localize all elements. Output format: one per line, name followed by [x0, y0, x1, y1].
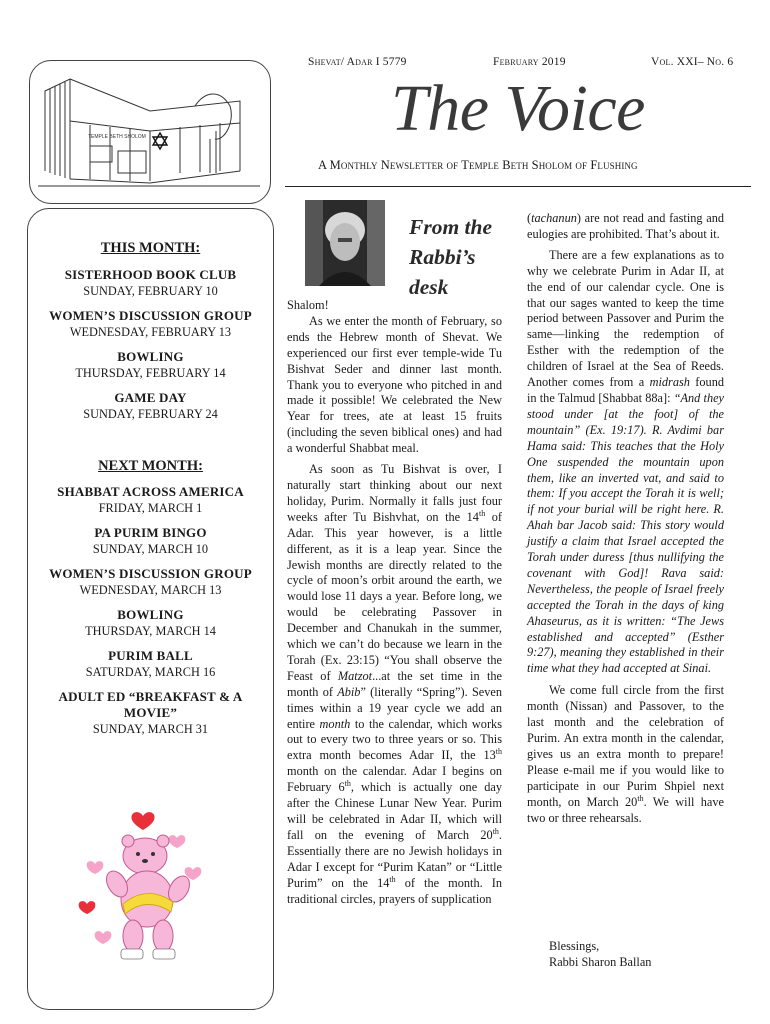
event-date: WEDNESDAY, MARCH 13 — [79, 583, 222, 597]
closing-block — [549, 938, 651, 970]
article-column-1 — [287, 298, 502, 907]
event-date: SATURDAY, MARCH 16 — [85, 665, 216, 679]
rabbi-photo — [305, 200, 385, 286]
this-month-heading: THIS MONTH: — [100, 240, 201, 256]
header-divider — [285, 186, 751, 187]
temple-building-sketch — [30, 61, 270, 203]
event-name: GAME DAY — [114, 390, 187, 405]
issue-date: February 2019 — [493, 56, 566, 68]
event-name: ADULT ED “BREAKFAST & A MOVIE” — [58, 689, 243, 720]
newsletter-title: The Voice — [391, 72, 645, 145]
article-column-2 — [527, 211, 724, 826]
event-item — [28, 689, 273, 737]
event-name: BOWLING — [117, 607, 184, 622]
article-heading: From the Rabbi’s desk — [409, 215, 493, 300]
event-name: WOMEN’S DISCUSSION GROUP — [49, 566, 252, 581]
event-item — [28, 267, 273, 299]
event-date: FRIDAY, MARCH 1 — [98, 501, 203, 515]
newsletter-subtitle: A Monthly Newsletter of Temple Beth Sholom of Flushing — [318, 158, 638, 172]
event-item — [28, 390, 273, 422]
events-sidebar — [27, 208, 274, 1010]
event-date: THURSDAY, FEBRUARY 14 — [75, 366, 226, 380]
paragraph: We come full circle from the first month (Nissan) and Passover, to the last month and the celebration of Purim. An extra month in the calendar, gives us an extra month to prepare! Please e-mail me if you would like to participate in our Purim Shpiel next month, on March 20th. We will have two or three rehearsals. — [527, 683, 724, 825]
event-date: SUNDAY, MARCH 10 — [92, 542, 209, 556]
paragraph: As soon as Tu Bishvat is over, I naturally start thinking about our next holiday, Purim. Normally it falls just four weeks after Tu Bishvhat, on the 14th of Adar. This year however, is a little different, as it is a leap year. Since the Jewish months are directly related to the cycle of moon’s orbit around the earth, we would lose 11 days a year. Before long, we would be celebrating Passover in December and Chanukah in the summer, which we can’t do because we learn in the Torah (Ex. 23:15) “You shall observe the Feast of Matzot...at the set time in the month of Abib” (literally “Spring”). Seven times within a 19 year cycle we add an entire month to the calendar, which works out to every two to three years or so. This extra month becomes Adar II, the 13th month on the calendar. Adar I begins on February 6th, which is actually one day after the Chinese Lunar New Year. Purim will be celebrated in Adar II, which will fall on the evening of March 20th. Essentially there are no Jewish holidays in Adar I except for “Purim Katan” or “Little Purim” on the 14th of the month. In traditional circles, prayers of supplication — [287, 462, 502, 906]
event-name: PURIM BALL — [108, 648, 193, 663]
event-name: SHABBAT ACROSS AMERICA — [57, 484, 244, 499]
event-name: WOMEN’S DISCUSSION GROUP — [49, 308, 252, 323]
event-name: SISTERHOOD BOOK CLUB — [64, 267, 237, 282]
paragraph: (tachanun) are not read and fasting and eulogies are prohibited. That’s about it. — [527, 211, 724, 241]
event-item — [28, 648, 273, 680]
paragraph: As we enter the month of February, so ends the Hebrew month of Shevat. We experienced our first ever temple-wide Tu Bishvat Seder and dinner last month. Thank you to everyone who pitched in and made it possible! We celebrated the New Year for trees, ate at least 15 fruits (including the seven biblical ones) and had a wonderful Shabbat meal. — [287, 313, 502, 456]
event-date: THURSDAY, MARCH 14 — [85, 624, 216, 638]
closing: Blessings, — [549, 939, 600, 953]
event-name: PA PURIM BINGO — [94, 525, 207, 540]
issue-date-hebrew: Shevat/ Adar I 5779 — [308, 56, 407, 68]
event-item — [28, 566, 273, 598]
signature: Rabbi Sharon Ballan — [549, 955, 652, 969]
event-name: BOWLING — [117, 349, 184, 364]
logo-sign-text: TEMPLE BETH SHOLOM — [88, 134, 146, 140]
event-item — [28, 308, 273, 340]
event-date: SUNDAY, FEBRUARY 24 — [83, 407, 218, 421]
next-month-heading: NEXT MONTH: — [98, 458, 203, 474]
greeting: Shalom! — [287, 298, 329, 312]
temple-logo — [29, 60, 271, 204]
paragraph: There are a few explanations as to why we celebrate Purim in Adar II, at the end of our calendar cycle. One is that our sages wanted to keep the time period between Passover and Purim the same—linking the redemption of Esther with the redemption of the children of Israel at the Sea of Reeds. Another comes from a midrash found in the Talmud [Shabbat 88a]: “And they stood under [at the foot] of the mountain” (Ex. 19:17). R. Avdimi bar Hama said: This teaches that the Holy One suspended the mountain upon them, like an inverted vat, and said to them: If you accept the Torah it is well; if not your burial will be right here. R. Ahah bar Jacob said: This story would justify a claim that Israel accepted the Torah under duress [thus nullifying the covenant with God]! Rava said: Nevertheless, the people of Israel freely accepted the Torah in the days of king Ahaseurus, as it is written: “The Jews established and accepted” (Esther 9:27), meaning they established in their time what they had accepted at Sinai. — [527, 247, 725, 676]
event-item — [28, 349, 273, 381]
event-date: WEDNESDAY, FEBRUARY 13 — [69, 325, 232, 339]
event-item — [28, 484, 273, 516]
event-date: SUNDAY, MARCH 31 — [92, 722, 209, 736]
event-date: SUNDAY, FEBRUARY 10 — [83, 284, 218, 298]
volume-number: Vol. XXI– No. 6 — [651, 56, 734, 68]
care-bear-illustration — [73, 794, 213, 969]
event-item — [28, 525, 273, 557]
event-item — [28, 607, 273, 639]
